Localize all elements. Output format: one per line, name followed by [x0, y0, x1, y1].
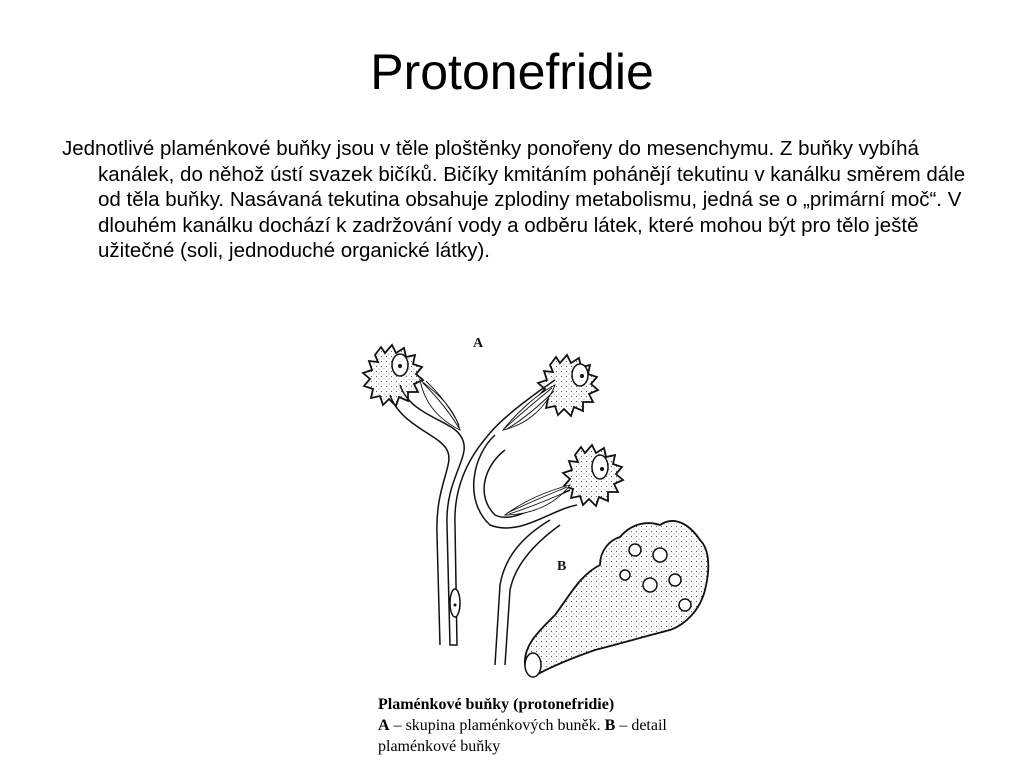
caption-a-label: A: [378, 717, 390, 734]
slide-title: Protonefridie: [370, 44, 654, 100]
caption-b-label: B: [604, 717, 616, 734]
slide-body: [62, 136, 982, 264]
caption-a-text: – skupina plaménkových buněk.: [389, 717, 605, 734]
body-paragraph: Jednotlivé plaménkové buňky jsou v těle ploštěnky ponořeny do mesenchymu. Z buňky vybíhá kanálek, do něhož ústí svazek bičíků. Bičíky kmitáním pohánějí tekutinu v kanálku směrem dále od těla buňky. Nasávaná tekutina obsahuje zplodiny metabolismu, jedná se o „primární moč“. V dlouhém kanálku dochází k zadržování vody a odběru látek, které mohou být pro tělo ještě užitečné (soli, jednoduché organické látky).: [62, 137, 966, 262]
flame-cells-illustration: [355, 325, 725, 690]
caption-b-text: – detail plaménkové buňky: [378, 717, 667, 755]
figure-caption: [378, 694, 718, 757]
label-a: A: [473, 336, 484, 351]
caption-title: Plaménkové buňky (protonefridie): [378, 696, 615, 713]
label-b: B: [557, 559, 567, 574]
